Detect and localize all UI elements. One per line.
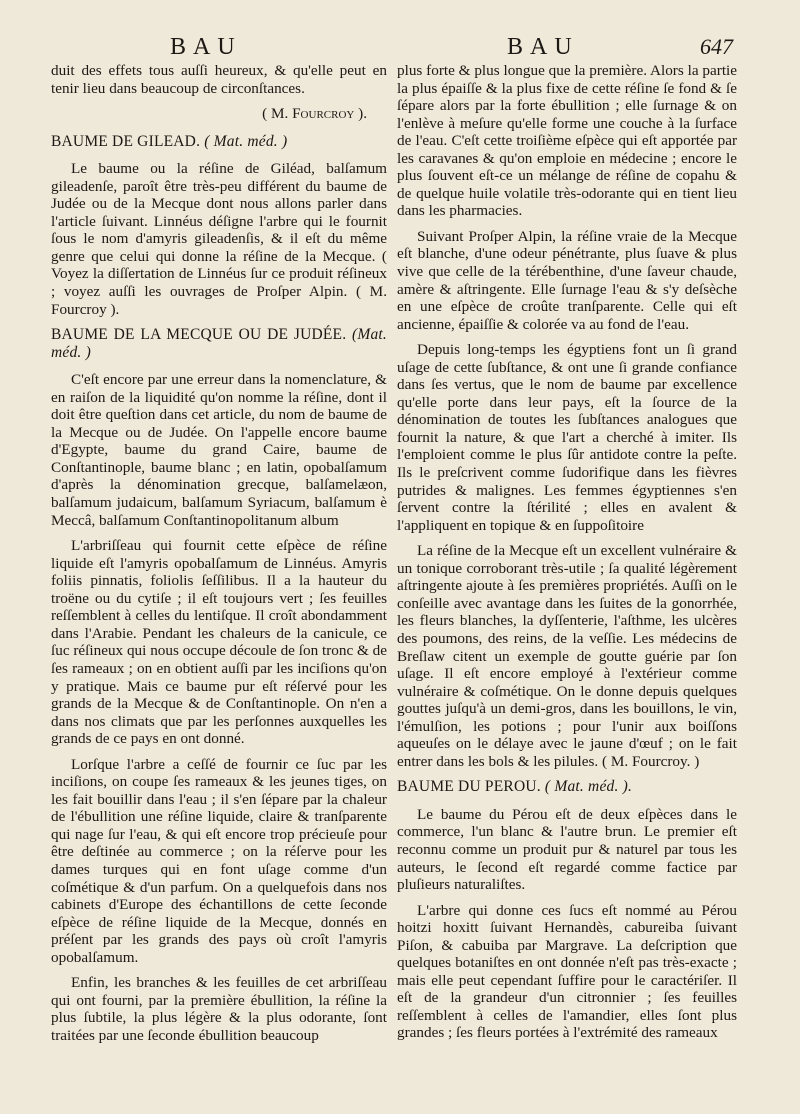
article-heading-mecque xyxy=(51,326,387,361)
heading-subject: ( Mat. méd. ) xyxy=(204,132,288,150)
heading-title: BAUME DE LA MECQUE OU DE JUDÉE. xyxy=(51,326,347,344)
paragraph: L'arbriſſeau qui fournit cette eſpèce de réſine liquide eſt l'amyris opobalſamum de Linnéus. Amyris foliis pinnatis, foliolis ſeſſilibus. Il a la hauteur du troëne ou du cytiſe ; il eſt toujours vert ; ſes feuilles reſſemblent à celles du lentiſque. Il croît abondamment dans l'Arabie. Pendant les chaleurs de la canicule, ce ſuc réſineux qui nous occupe découle de ſon tronc & de ſes rameaux ; on en obtient auſſi par les inciſions qu'on y pratique. Mais ce baume pur eſt réſervé pour les grands de la Mecque & de Conſtantinople. On n'en a dans nos climats que par les perſonnes auxquelles les grands de ce pays en ont donné. xyxy=(51,537,387,748)
page-number: 647 xyxy=(700,34,733,59)
continued-paragraph: plus forte & plus longue que la première. Alors la partie la plus épaiſſe & la plus fixe de cette réſine ſe fond & ſe ſépare alors par la forte ébullition ; elle ſurnage & on l'enlève à meſure qu'elle forme une couche à la ſurface de l'eau. C'eſt cette troiſième eſpèce qui eſt apportée par les caravanes & qu'on emploie en médecine ; encore le plus ſouvent eſt-ce un mélange de réſine de copahu & de quelque huile volatile très-odorante qui en tient lieu dans les pharmacies. xyxy=(397,62,737,220)
heading-title: BAUME DE GILEAD. xyxy=(51,132,201,150)
author-signature: ( M. Fourcroy ). xyxy=(262,105,367,123)
paragraph: La réſine de la Mecque eſt un excellent vulnéraire & un tonique corroborant très-utile ; ſa qualité légèrement aſtringente ajoute à ſes premières propriétés. Auſſi on le conſeille avec avantage dans les ſuites de la gonorrhée, les fleurs blanches, la dyſſenterie, l'aſthme, les ulcères des poumons, des reins, de la veſſie. Les médecins de Breſlaw citent un exemple de goutte guérie par ſon uſage. Il eſt encore employé à l'extérieur comme vulnéraire & coſmétique. On le donne depuis quelques gouttes juſqu'à un demi-gros, dans les bouillons, le vin, l'émulſion, les potions ; pour l'unir aux boiſſons aqueuſes on le délaye avec le jaune d'œuf ; on le fait entrer dans les bols & les pilules. ( M. Fourcroy. ) xyxy=(397,542,737,770)
article-heading-perou xyxy=(397,778,737,796)
heading-subject: ( Mat. méd. ). xyxy=(544,778,633,796)
paragraph: Suivant Proſper Alpin, la réſine vraie de la Mecque eſt blanche, d'une odeur pénétrante, plus ſuave & plus vive que celle de la térébenthine, d'une ſaveur chaude, amère & aſtringente. Elle ſurnage l'eau & s'y deſsèche en une eſpèce de croûte tranſparente. Celle qui eſt ancienne, épaiſſie & colorée va au fond de l'eau. xyxy=(397,227,737,333)
paragraph: Enfin, les branches & les feuilles de cet arbriſſeau qui ont fourni, par la première ébullition, la réſine la plus ſubtile, la plus légère & la plus odorante, ſont traitées par une ſeconde ébullition beaucoup xyxy=(51,974,387,1044)
right-column xyxy=(397,62,737,1050)
paragraph: C'eſt encore par une erreur dans la nomenclature, & en raiſon de la liquidité qu'on nomme la réſine, dont il doit être queſtion dans cet article, du nom de baume de la Mecque ou de Judée. On l'appelle encore baume d'Egypte, baume du grand Caire, baume de Conſtantinople, baume blanc ; en latin, opobalſamum d'après la dénomination grecque, balſamelæon, balſamum judaicum, balſamum Syriacum, balſamum è Meccâ, balſamum Conſtantinopolitanum album xyxy=(51,371,387,529)
paragraph: Le baume du Pérou eſt de deux eſpèces dans le commerce, l'un blanc & l'autre brun. Le premier eſt reconnu comme un produit pur & naturel par tous les auteurs, le ſecond eſt regardé comme factice par pluſieurs naturaliſtes. xyxy=(397,805,737,894)
paragraph: Le baume ou la réſine de Giléad, balſamum gileadenſe, paroît être très-peu différent du baume de Judée ou de la Mecque dont nous allons parler dans l'article ſuivant. Linnéus déſigne l'arbre qui le fournit ſous le nom d'amyris gileadenſis, & il eſt du même genre que celui qui donne la réſine de la Mecque. ( Voyez la diſſertation de Linnéus ſur ce produit réſineux ; voyez auſſi les ouvrages de Proſper Alpin. ( M. Fourcroy ). xyxy=(51,160,387,318)
heading-subject: (Mat. méd. ) xyxy=(51,326,387,361)
paragraph: Lorſque l'arbre a ceſſé de fournir ce ſuc par les inciſions, on coupe ſes rameaux & les jeunes tiges, on les fait bouillir dans l'eau ; il s'en ſépare par la chaleur de l'ébullition une réſine liquide, claire & tranſparente qui nage ſur l'eau, & qui eſt encore trop précieuſe pour être deſtinée au commerce ; on la réſerve pour les dames turques qui en font uſage comme d'un coſmétique & d'un parfum. On a quelquefois dans nos cabinets d'Europe des échantillons de cette ſeconde eſpèce de réſine liquide de la Mecque, donnés en préſent par les grands des pays où croît l'amyris opobalſamum. xyxy=(51,755,387,966)
continued-paragraph: duit des effets tous auſſi heureux, & qu'elle peut en tenir lieu dans beaucoup de circonſtances. xyxy=(51,62,387,97)
paragraph: L'arbre qui donne ces ſucs eſt nommé au Pérou hoitzi hoxitt ſuivant Hernandès, cabureiba ſuivant Piſon, & cabuiba par Margrave. La deſcription que quelques botaniſtes en ont donnée n'eſt pas très-exacte ; mais elle peut cependant ſuffire pour le caractériſer. Il eſt de la grandeur d'un citronnier ; ſes feuilles reſſemblent à celles de l'amandier, elles ſont plus grandes ; ſes fleurs portées à l'extrémité des rameaux xyxy=(397,901,737,1042)
article-heading-gilead xyxy=(51,133,387,151)
heading-title: BAUME DU PEROU. xyxy=(397,778,541,796)
right-running-head: BAU xyxy=(507,34,579,60)
left-column xyxy=(51,62,387,1052)
paragraph: Depuis long-temps les égyptiens font un ſi grand uſage de cette ſubſtance, & ont une ſi grande confiance dans ſes vertus, que le nom de baume par excellence qu'elle porte dans leur pays, eſt la ſource de la dénomination de toutes les ſubſtances analogues que fournit la nature, & que l'art a cherché à imiter. Ils l'emploient comme le plus ſûr antidote contre la peſte. Ils le preſcrivent comme ſudorifique dans les fièvres putrides & malignes. Les femmes égyptiennes s'en ſervent contre la ſtérilité ; elles en avalent & l'appliquent en topique & en ſuppoſitoire xyxy=(397,341,737,534)
page-header xyxy=(0,34,800,64)
left-running-head: BAU xyxy=(170,34,242,60)
